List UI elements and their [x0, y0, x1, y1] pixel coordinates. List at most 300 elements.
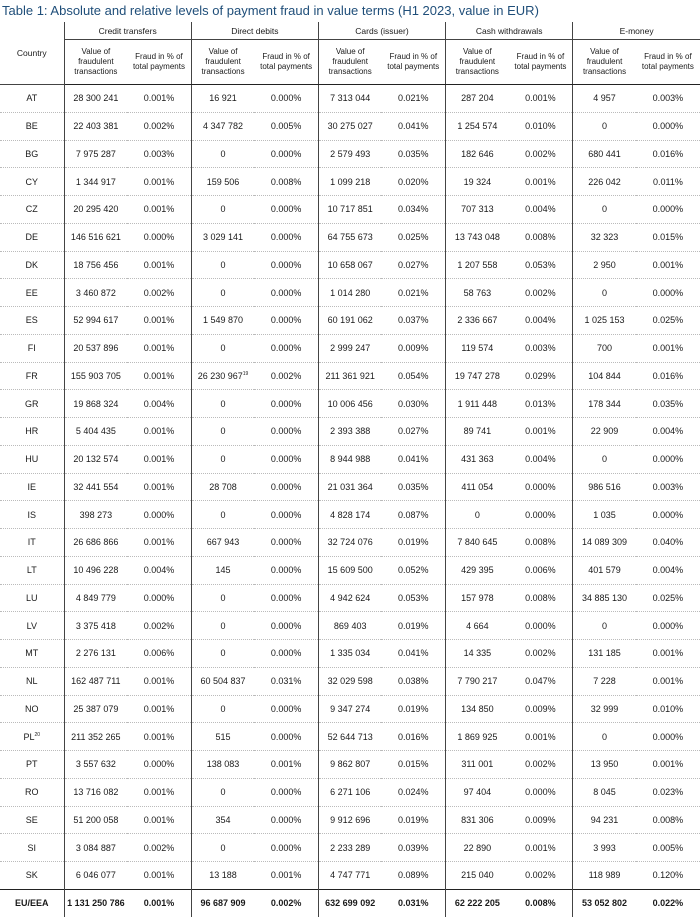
value-cell: 10 717 851	[318, 196, 381, 224]
value-cell: 3 460 872	[64, 279, 127, 307]
value-cell: 0	[191, 279, 254, 307]
value-cell: 0	[191, 196, 254, 224]
value-cell: 1 254 574	[446, 112, 509, 140]
pct-cell: 0.001%	[509, 418, 573, 446]
subheader-value: Value of fraudulent transactions	[446, 40, 509, 85]
value-cell: 32 724 076	[318, 529, 381, 557]
value-cell: 64 755 673	[318, 223, 381, 251]
pct-cell: 0.001%	[127, 723, 191, 751]
value-cell: 28 300 241	[64, 85, 127, 113]
table-row	[0, 529, 700, 557]
country-label: ES	[25, 315, 38, 326]
pct-cell: 0.025%	[636, 307, 700, 335]
pct-cell: 0.054%	[381, 362, 445, 390]
value-cell: 2 336 667	[446, 307, 509, 335]
value-cell: 32 999	[573, 695, 636, 723]
pct-cell: 0.027%	[381, 251, 445, 279]
country-cell	[0, 307, 64, 335]
pct-cell: 0.001%	[127, 362, 191, 390]
value-cell: 10 006 456	[318, 390, 381, 418]
pct-cell: 0.015%	[381, 751, 445, 779]
pct-cell: 0.009%	[509, 806, 573, 834]
value-cell: 97 404	[446, 778, 509, 806]
footnote-marker: 19	[242, 370, 249, 377]
pct-cell: 0.089%	[381, 862, 445, 890]
pct-cell: 0.000%	[254, 85, 318, 113]
pct-cell: 0.020%	[381, 168, 445, 196]
pct-cell: 0.039%	[381, 834, 445, 862]
pct-cell: 0.001%	[127, 334, 191, 362]
value-cell: 2 950	[573, 251, 636, 279]
value-cell: 51 200 058	[64, 806, 127, 834]
group-header-credit-transfers: Credit transfers	[64, 22, 191, 40]
value-cell: 13 950	[573, 751, 636, 779]
pct-cell: 0.035%	[636, 390, 700, 418]
country-cell	[0, 751, 64, 779]
subheader-pct: Fraud in % of total payments	[127, 40, 191, 85]
pct-cell: 0.001%	[127, 667, 191, 695]
country-cell	[0, 640, 64, 668]
pct-cell: 0.003%	[636, 85, 700, 113]
pct-cell: 0.001%	[636, 251, 700, 279]
country-cell	[0, 778, 64, 806]
value-cell: 1 025 153	[573, 307, 636, 335]
table-row	[0, 390, 700, 418]
country-label: SK	[25, 870, 38, 881]
value-cell: 5 404 435	[64, 418, 127, 446]
pct-cell: 0.001%	[636, 334, 700, 362]
value-cell: 0	[191, 390, 254, 418]
table-row	[0, 640, 700, 668]
value-cell: 707 313	[446, 196, 509, 224]
value-cell: 0	[191, 695, 254, 723]
table-row	[0, 418, 700, 446]
value-cell: 831 306	[446, 806, 509, 834]
pct-cell: 0.002%	[254, 362, 318, 390]
pct-cell: 0.000%	[254, 806, 318, 834]
subheader-pct: Fraud in % of total payments	[636, 40, 700, 85]
value-cell: 0	[191, 140, 254, 168]
pct-cell: 0.001%	[636, 667, 700, 695]
value-cell: 0	[191, 584, 254, 612]
country-label: PT	[26, 759, 38, 770]
country-label: HR	[25, 426, 39, 437]
pct-cell: 0.040%	[636, 529, 700, 557]
value-cell: 32 029 598	[318, 667, 381, 695]
pct-cell: 0.001%	[127, 85, 191, 113]
value-cell: 0	[191, 251, 254, 279]
pct-cell: 0.000%	[636, 196, 700, 224]
value-cell: 429 395	[446, 556, 509, 584]
value-cell: 0	[191, 334, 254, 362]
table-row	[0, 862, 700, 890]
pct-cell: 0.000%	[636, 445, 700, 473]
pct-cell: 0.000%	[254, 529, 318, 557]
value-cell: 32 323	[573, 223, 636, 251]
table-title: Table 1: Absolute and relative levels of payment fraud in value terms (H1 2023, value in EUR)	[2, 3, 539, 18]
value-cell: 159 506	[191, 168, 254, 196]
value-cell: 2 999 247	[318, 334, 381, 362]
country-label: LV	[26, 620, 37, 631]
pct-cell: 0.000%	[509, 778, 573, 806]
pct-cell: 0.005%	[636, 834, 700, 862]
value-cell: 311 001	[446, 751, 509, 779]
pct-cell: 0.000%	[509, 501, 573, 529]
value-cell: 13 743 048	[446, 223, 509, 251]
value-cell: 119 574	[446, 334, 509, 362]
value-cell: 1 207 558	[446, 251, 509, 279]
pct-cell: 0.002%	[127, 834, 191, 862]
table-row	[0, 445, 700, 473]
pct-cell: 0.001%	[636, 751, 700, 779]
country-label: LT	[26, 565, 37, 576]
pct-cell: 0.000%	[254, 778, 318, 806]
value-cell: 0	[573, 279, 636, 307]
table-row	[0, 362, 700, 390]
value-cell: 398 273	[64, 501, 127, 529]
value-cell: 0	[191, 612, 254, 640]
table-row	[0, 140, 700, 168]
value-cell: 9 912 696	[318, 806, 381, 834]
group-header-cash-withdrawals: Cash withdrawals	[446, 22, 573, 40]
value-cell: 34 885 130	[573, 584, 636, 612]
pct-cell: 0.000%	[254, 695, 318, 723]
value-cell: 667 943	[191, 529, 254, 557]
pct-cell: 0.000%	[636, 112, 700, 140]
table-body	[0, 85, 700, 917]
value-cell: 28 708	[191, 473, 254, 501]
value-cell: 0	[191, 834, 254, 862]
pct-cell: 0.000%	[254, 307, 318, 335]
value-cell: 96 687 909	[191, 889, 254, 917]
pct-cell: 0.001%	[127, 862, 191, 890]
group-header-cards: Cards (issuer)	[318, 22, 445, 40]
pct-cell: 0.000%	[254, 334, 318, 362]
value-cell: 0	[573, 445, 636, 473]
country-cell	[0, 445, 64, 473]
value-cell: 515	[191, 723, 254, 751]
pct-cell: 0.002%	[127, 112, 191, 140]
pct-cell: 0.004%	[509, 196, 573, 224]
value-cell: 162 487 711	[64, 667, 127, 695]
value-cell: 4 747 771	[318, 862, 381, 890]
value-cell: 178 344	[573, 390, 636, 418]
value-cell: 60 191 062	[318, 307, 381, 335]
value-cell: 62 222 205	[446, 889, 509, 917]
value-cell: 0	[573, 612, 636, 640]
pct-cell: 0.008%	[509, 529, 573, 557]
value-cell: 53 052 802	[573, 889, 636, 917]
value-cell: 6 271 106	[318, 778, 381, 806]
value-cell: 138 083	[191, 751, 254, 779]
country-cell	[0, 667, 64, 695]
value-cell: 0	[191, 640, 254, 668]
value-cell: 3 084 887	[64, 834, 127, 862]
country-cell	[0, 501, 64, 529]
pct-cell: 0.027%	[381, 418, 445, 446]
value-cell: 287 204	[446, 85, 509, 113]
country-label: IS	[27, 509, 37, 520]
pct-cell: 0.004%	[636, 556, 700, 584]
value-cell: 145	[191, 556, 254, 584]
value-cell: 0	[191, 501, 254, 529]
subheader-pct: Fraud in % of total payments	[254, 40, 318, 85]
value-cell: 1 035	[573, 501, 636, 529]
pct-cell: 0.016%	[636, 140, 700, 168]
pct-cell: 0.037%	[381, 307, 445, 335]
country-cell	[0, 390, 64, 418]
pct-cell: 0.021%	[381, 279, 445, 307]
value-cell: 986 516	[573, 473, 636, 501]
subheader-value: Value of fraudulent transactions	[318, 40, 381, 85]
value-cell: 211 352 265	[64, 723, 127, 751]
table-row	[0, 501, 700, 529]
value-cell: 4 957	[573, 85, 636, 113]
pct-cell: 0.000%	[509, 612, 573, 640]
country-cell	[0, 556, 64, 584]
pct-cell: 0.001%	[127, 307, 191, 335]
pct-cell: 0.004%	[127, 556, 191, 584]
value-cell: 4 849 779	[64, 584, 127, 612]
pct-cell: 0.006%	[127, 640, 191, 668]
value-cell: 7 228	[573, 667, 636, 695]
country-cell	[0, 251, 64, 279]
pct-cell: 0.001%	[127, 473, 191, 501]
pct-cell: 0.000%	[254, 279, 318, 307]
value-cell: 22 909	[573, 418, 636, 446]
pct-cell: 0.001%	[127, 168, 191, 196]
pct-cell: 0.002%	[127, 612, 191, 640]
country-label: EU/EEA	[15, 898, 49, 909]
pct-cell: 0.010%	[636, 695, 700, 723]
pct-cell: 0.013%	[509, 390, 573, 418]
value-cell: 1 344 917	[64, 168, 127, 196]
pct-cell: 0.008%	[636, 806, 700, 834]
pct-cell: 0.008%	[254, 168, 318, 196]
pct-cell: 0.019%	[381, 806, 445, 834]
value-cell: 0	[191, 445, 254, 473]
pct-cell: 0.001%	[509, 723, 573, 751]
value-cell: 1 099 218	[318, 168, 381, 196]
pct-cell: 0.002%	[509, 862, 573, 890]
pct-cell: 0.030%	[381, 390, 445, 418]
table-row	[0, 556, 700, 584]
subheader-pct: Fraud in % of total payments	[509, 40, 573, 85]
country-label: IE	[27, 481, 37, 492]
country-cell	[0, 85, 64, 113]
pct-cell: 0.000%	[254, 584, 318, 612]
country-label: SI	[27, 842, 37, 853]
value-cell: 52 994 617	[64, 307, 127, 335]
pct-cell: 0.008%	[509, 223, 573, 251]
country-label: BG	[25, 148, 39, 159]
table-row	[0, 85, 700, 113]
table-row	[0, 778, 700, 806]
value-cell: 52 644 713	[318, 723, 381, 751]
pct-cell: 0.024%	[381, 778, 445, 806]
pct-cell: 0.002%	[127, 279, 191, 307]
value-cell: 7 790 217	[446, 667, 509, 695]
country-cell	[0, 612, 64, 640]
pct-cell: 0.000%	[127, 501, 191, 529]
pct-cell: 0.002%	[509, 279, 573, 307]
group-header-direct-debits: Direct debits	[191, 22, 318, 40]
pct-cell: 0.000%	[254, 223, 318, 251]
pct-cell: 0.000%	[254, 640, 318, 668]
pct-cell: 0.000%	[254, 445, 318, 473]
country-label: FI	[27, 343, 36, 354]
table-row	[0, 834, 700, 862]
value-cell: 94 231	[573, 806, 636, 834]
country-label: GR	[25, 398, 39, 409]
value-cell: 13 716 082	[64, 778, 127, 806]
table-row	[0, 584, 700, 612]
pct-cell: 0.010%	[509, 112, 573, 140]
pct-cell: 0.001%	[127, 889, 191, 917]
pct-cell: 0.034%	[381, 196, 445, 224]
pct-cell: 0.023%	[636, 778, 700, 806]
country-label: NO	[25, 703, 39, 714]
value-cell: 7 840 645	[446, 529, 509, 557]
value-cell: 7 313 044	[318, 85, 381, 113]
pct-cell: 0.041%	[381, 445, 445, 473]
pct-cell: 0.001%	[254, 862, 318, 890]
country-cell	[0, 334, 64, 362]
country-label: DE	[25, 232, 39, 243]
pct-cell: 0.000%	[509, 473, 573, 501]
pct-cell: 0.000%	[254, 473, 318, 501]
value-cell: 7 975 287	[64, 140, 127, 168]
table-row	[0, 168, 700, 196]
country-label: EE	[25, 287, 38, 298]
pct-cell: 0.009%	[381, 334, 445, 362]
pct-cell: 0.000%	[636, 723, 700, 751]
value-cell: 700	[573, 334, 636, 362]
value-cell: 10 658 067	[318, 251, 381, 279]
table-row	[0, 751, 700, 779]
country-label: PL	[23, 731, 35, 742]
country-cell	[0, 418, 64, 446]
value-cell: 0	[573, 723, 636, 751]
value-cell: 3 993	[573, 834, 636, 862]
pct-cell: 0.041%	[381, 112, 445, 140]
value-cell: 401 579	[573, 556, 636, 584]
pct-cell: 0.000%	[127, 751, 191, 779]
table-row	[0, 223, 700, 251]
pct-cell: 0.025%	[636, 584, 700, 612]
value-cell: 16 921	[191, 85, 254, 113]
value-cell: 21 031 364	[318, 473, 381, 501]
pct-cell: 0.003%	[636, 473, 700, 501]
pct-cell: 0.047%	[509, 667, 573, 695]
country-label: CZ	[25, 204, 38, 215]
country-cell	[0, 112, 64, 140]
value-cell: 182 646	[446, 140, 509, 168]
country-column-header: Country	[0, 22, 64, 85]
value-cell: 20 537 896	[64, 334, 127, 362]
value-cell: 2 276 131	[64, 640, 127, 668]
value-cell: 4 664	[446, 612, 509, 640]
pct-cell: 0.001%	[254, 751, 318, 779]
value-cell: 8 944 988	[318, 445, 381, 473]
pct-cell: 0.053%	[381, 584, 445, 612]
table-row	[0, 667, 700, 695]
pct-cell: 0.004%	[509, 445, 573, 473]
pct-cell: 0.001%	[127, 529, 191, 557]
pct-cell: 0.000%	[254, 612, 318, 640]
pct-cell: 0.052%	[381, 556, 445, 584]
pct-cell: 0.001%	[127, 418, 191, 446]
pct-cell: 0.001%	[127, 445, 191, 473]
pct-cell: 0.031%	[254, 667, 318, 695]
country-cell	[0, 279, 64, 307]
value-cell: 118 989	[573, 862, 636, 890]
pct-cell: 0.000%	[254, 251, 318, 279]
value-cell: 26 686 866	[64, 529, 127, 557]
value-cell: 9 347 274	[318, 695, 381, 723]
country-label: LU	[26, 592, 38, 603]
table-row	[0, 723, 700, 751]
country-label: FR	[25, 370, 38, 381]
value-cell: 20 295 420	[64, 196, 127, 224]
pct-cell: 0.000%	[636, 612, 700, 640]
pct-cell: 0.001%	[509, 168, 573, 196]
value-cell: 354	[191, 806, 254, 834]
value-cell: 4 828 174	[318, 501, 381, 529]
value-cell: 2 393 388	[318, 418, 381, 446]
table-row	[0, 307, 700, 335]
value-cell: 14 089 309	[573, 529, 636, 557]
value-cell: 157 978	[446, 584, 509, 612]
country-cell	[0, 168, 64, 196]
pct-cell: 0.001%	[509, 85, 573, 113]
value-cell: 9 862 807	[318, 751, 381, 779]
country-label: NL	[26, 676, 38, 687]
value-cell: 146 516 621	[64, 223, 127, 251]
table-row	[0, 695, 700, 723]
pct-cell: 0.002%	[509, 640, 573, 668]
pct-cell: 0.016%	[636, 362, 700, 390]
value-cell: 32 441 554	[64, 473, 127, 501]
table-row	[0, 196, 700, 224]
pct-cell: 0.001%	[509, 834, 573, 862]
value-cell: 30 275 027	[318, 112, 381, 140]
country-cell	[0, 140, 64, 168]
pct-cell: 0.002%	[509, 751, 573, 779]
value-cell: 6 046 077	[64, 862, 127, 890]
value-cell: 58 763	[446, 279, 509, 307]
country-cell	[0, 806, 64, 834]
pct-cell: 0.000%	[254, 196, 318, 224]
pct-cell: 0.000%	[254, 390, 318, 418]
footnote-marker: 20	[34, 731, 41, 738]
value-cell: 1 869 925	[446, 723, 509, 751]
pct-cell: 0.053%	[509, 251, 573, 279]
value-cell: 19 324	[446, 168, 509, 196]
country-label: CY	[25, 176, 39, 187]
value-cell: 869 403	[318, 612, 381, 640]
fraud-table	[0, 22, 700, 917]
country-label: DK	[25, 259, 39, 270]
pct-cell: 0.004%	[509, 307, 573, 335]
pct-cell: 0.031%	[381, 889, 445, 917]
value-cell: 0	[573, 112, 636, 140]
group-header-e-money: E-money	[573, 22, 700, 40]
pct-cell: 0.004%	[127, 390, 191, 418]
value-cell: 0	[191, 418, 254, 446]
value-cell: 226 042	[573, 168, 636, 196]
country-label: HU	[25, 454, 39, 465]
